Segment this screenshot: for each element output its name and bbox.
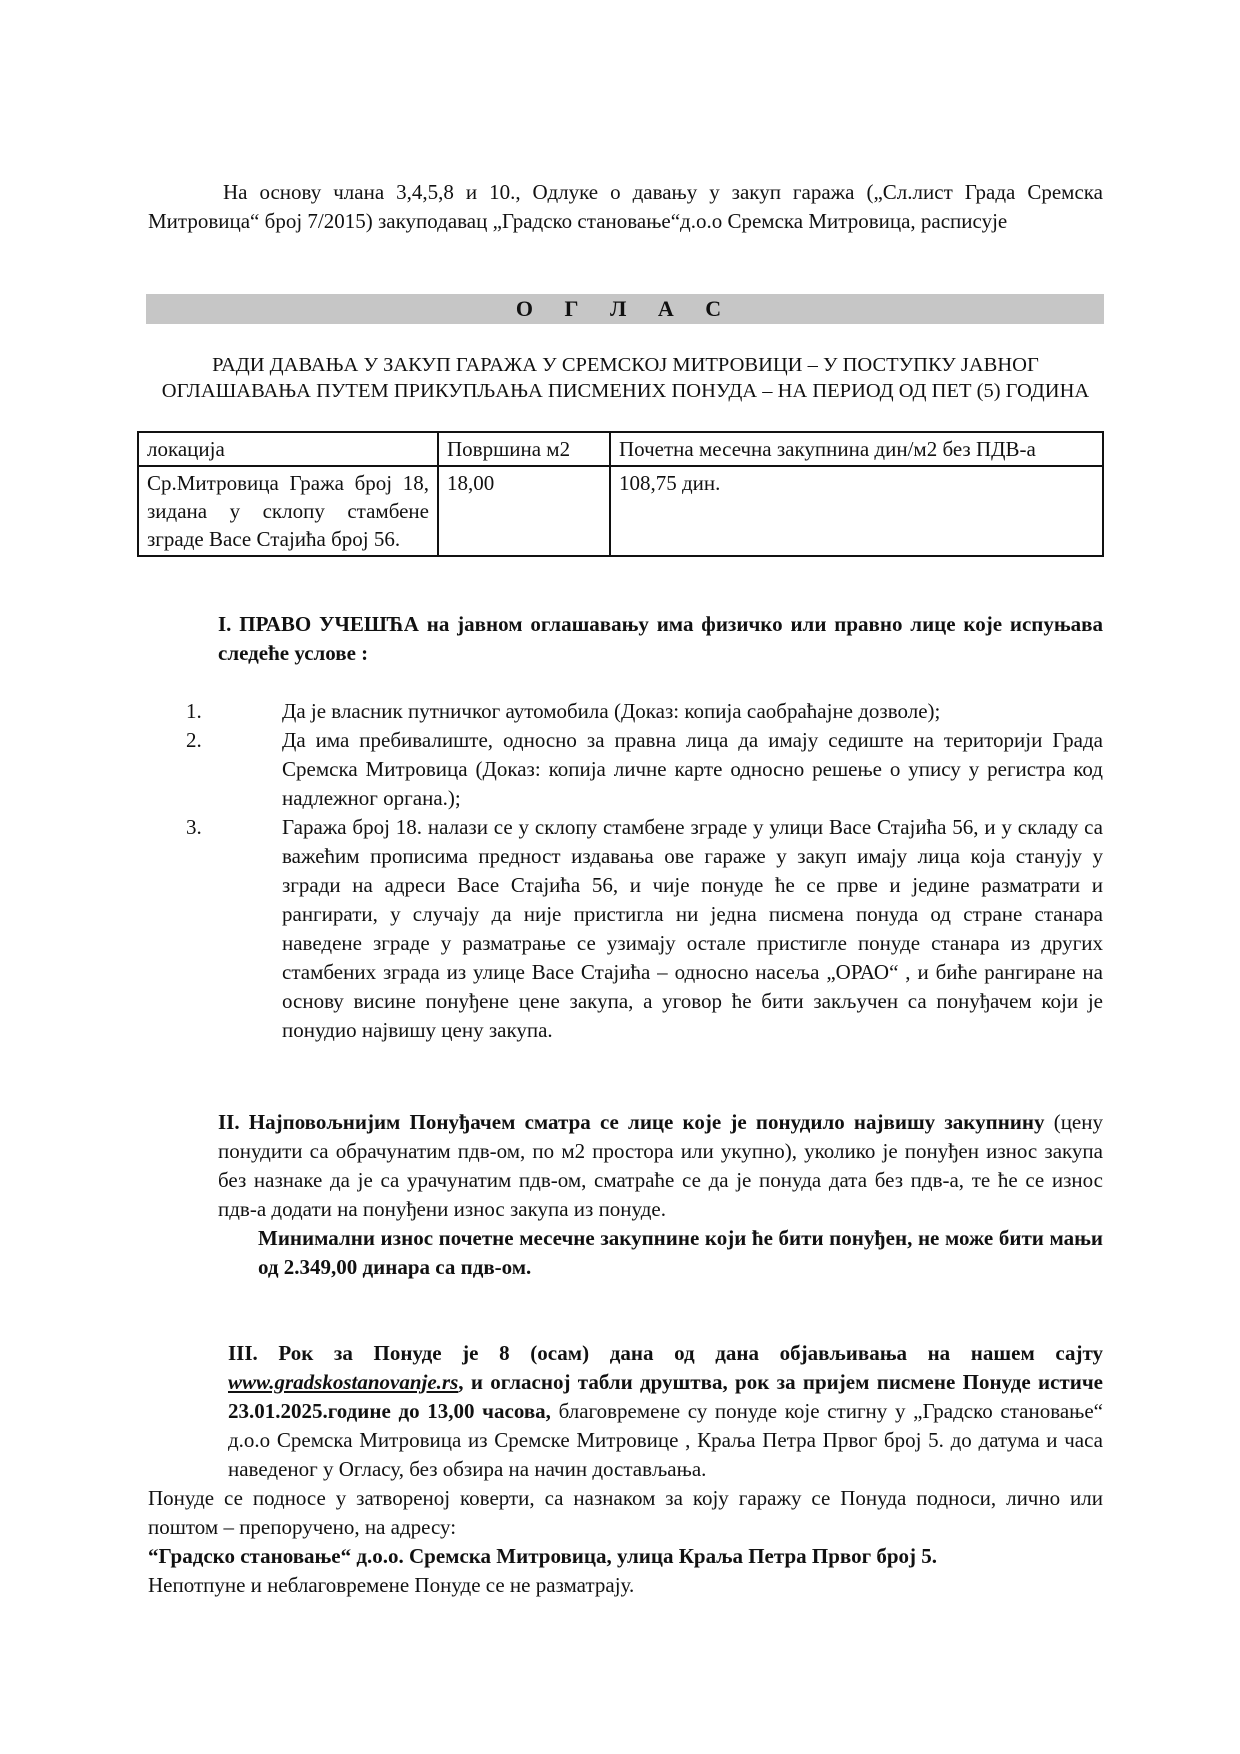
header-area: Површина м2	[438, 432, 610, 466]
garage-table	[137, 431, 1104, 557]
list-item	[148, 813, 1103, 1045]
section-1-heading	[148, 610, 1103, 668]
table-row	[138, 466, 1103, 556]
list-item	[148, 726, 1103, 813]
section-1-heading-text: I. ПРАВО УЧЕШЋА на јавном оглашавању има физичко или правно лице које испуњава следеће услове :	[218, 612, 1103, 665]
section-2-lead: II. Најповољнијим Понуђачем сматра се лице које је понудило највишу закупнину	[218, 1110, 1045, 1134]
minimum-rent-text: Минимални износ почетне месечне закупнине који ће бити понуђен, не може бити мањи од 2.349,00 динара са пдв-ом.	[258, 1226, 1103, 1279]
list-item-number: 2.	[186, 728, 202, 752]
section-3-text: благовремене су понуде које стигну у „Градско становање“ д.о.о Сремска Митровица из Сремске Митровице , Краља Петра Првог број 5. до датума и часа наведеног у Огласу, без обзира на начин достављања.	[228, 1399, 1104, 1481]
list-item-text: Да има пребивалиште, односно за правна лица да имају седиште на територији Града Сремска Митровица (Доказ: копија личне карте односно решење о упису у регистра код надлежног органа.);	[282, 728, 1103, 810]
section-3	[148, 1339, 1103, 1600]
list-item-text: Да је власник путничког аутомобила (Доказ: копија саобраћајне дозволе);	[282, 699, 941, 723]
website-link[interactable]: www.gradskostanovanje.rs	[228, 1370, 459, 1394]
conditions-list	[148, 697, 1103, 1045]
cell-price: 108,75 дин.	[610, 466, 1103, 556]
list-item-number: 1.	[186, 699, 202, 723]
section-3-paragraph	[148, 1339, 1103, 1484]
page-title: О Г Л А С	[146, 294, 1104, 324]
header-location: локација	[138, 432, 438, 466]
section-3-deadline: , и огласној табли друштва, рок за пријем писмене Понуде истиче 23.01.2025.године до 13,00 часова,	[228, 1370, 1103, 1423]
submission-address: “Градско становање“ д.о.о. Сремска Митровица, улица Краља Петра Првог број 5.	[148, 1544, 938, 1568]
section-2-paragraph	[148, 1108, 1103, 1224]
list-item	[148, 697, 1103, 726]
table-header-row	[138, 432, 1103, 466]
cell-area: 18,00	[438, 466, 610, 556]
submission-text: Понуде се подносе у затвореној коверти, са назнаком за коју гаражу се Понуда подноси, лично или поштом – препоручено, на адресу:	[148, 1486, 1103, 1539]
intro-text: На основу члана 3,4,5,8 и 10., Одлуке о давању у закуп гаража („Сл.лист Града Сремска Митровица“ број 7/2015) закуподавац „Градско становање“д.о.о Сремска Митровица, расписује	[148, 180, 1103, 233]
section-2	[148, 1108, 1103, 1282]
closing-text: Непотпуне и неблаговремене Понуде се не разматрају.	[148, 1573, 635, 1597]
cell-location: Ср.Митровица Гража број 18, зидана у склопу стамбене зграде Васе Стајића број 56.	[138, 466, 438, 556]
list-item-text: Гаража број 18. налази се у склопу стамбене зграде у улици Васе Стајића 56, и у складу са важећим прописима предност издавања ове гараже у закуп имају лица која станују у згради на адреси Васе Стајића 56, и чије понуде ће се прве и једине разматрати и рангирати, у случају да није пристигла ни једна писмена понуда од стране станара наведене зграде у разматрање се узимају остале пристигле понуде станара из других стамбених зграда из улице Васе Стајића – односно насеља „ОРАО“ , и биће рангиране на основу висине понуђене цене закупа, а уговор ће бити закључен са понуђачем који је понудио највишу цену закупа.	[282, 815, 1103, 1042]
section-2-text: (цену понудити са обрачунатим пдв-ом, по м2 простора или укупно), уколико је понуђен износ закупа без назнаке да је са урачунатим пдв-ом, сматраће се да је понуда дата без пдв-а, те ће се износ пдв-а додати на понуђени износ закупа из понуде.	[218, 1110, 1103, 1221]
section-3-lead: III. Рок за Понуде је 8 (осам) дана од дана објављивања на нашем сајту	[228, 1341, 1103, 1365]
announcement-subtitle: РАДИ ДАВАЊА У ЗАКУП ГАРАЖА У СРЕМСКОЈ МИТРОВИЦИ – У ПОСТУПКУ ЈАВНОГ ОГЛАШАВАЊА ПУТЕМ ПРИКУПЉАЊА ПИСМЕНИХ ПОНУДА – НА ПЕРИОД ОД ПЕТ (5) ГОДИНА	[161, 354, 1090, 402]
intro-paragraph	[148, 178, 1103, 236]
list-item-number: 3.	[186, 815, 202, 839]
header-price: Почетна месечна закупнина дин/м2 без ПДВ-а	[610, 432, 1103, 466]
